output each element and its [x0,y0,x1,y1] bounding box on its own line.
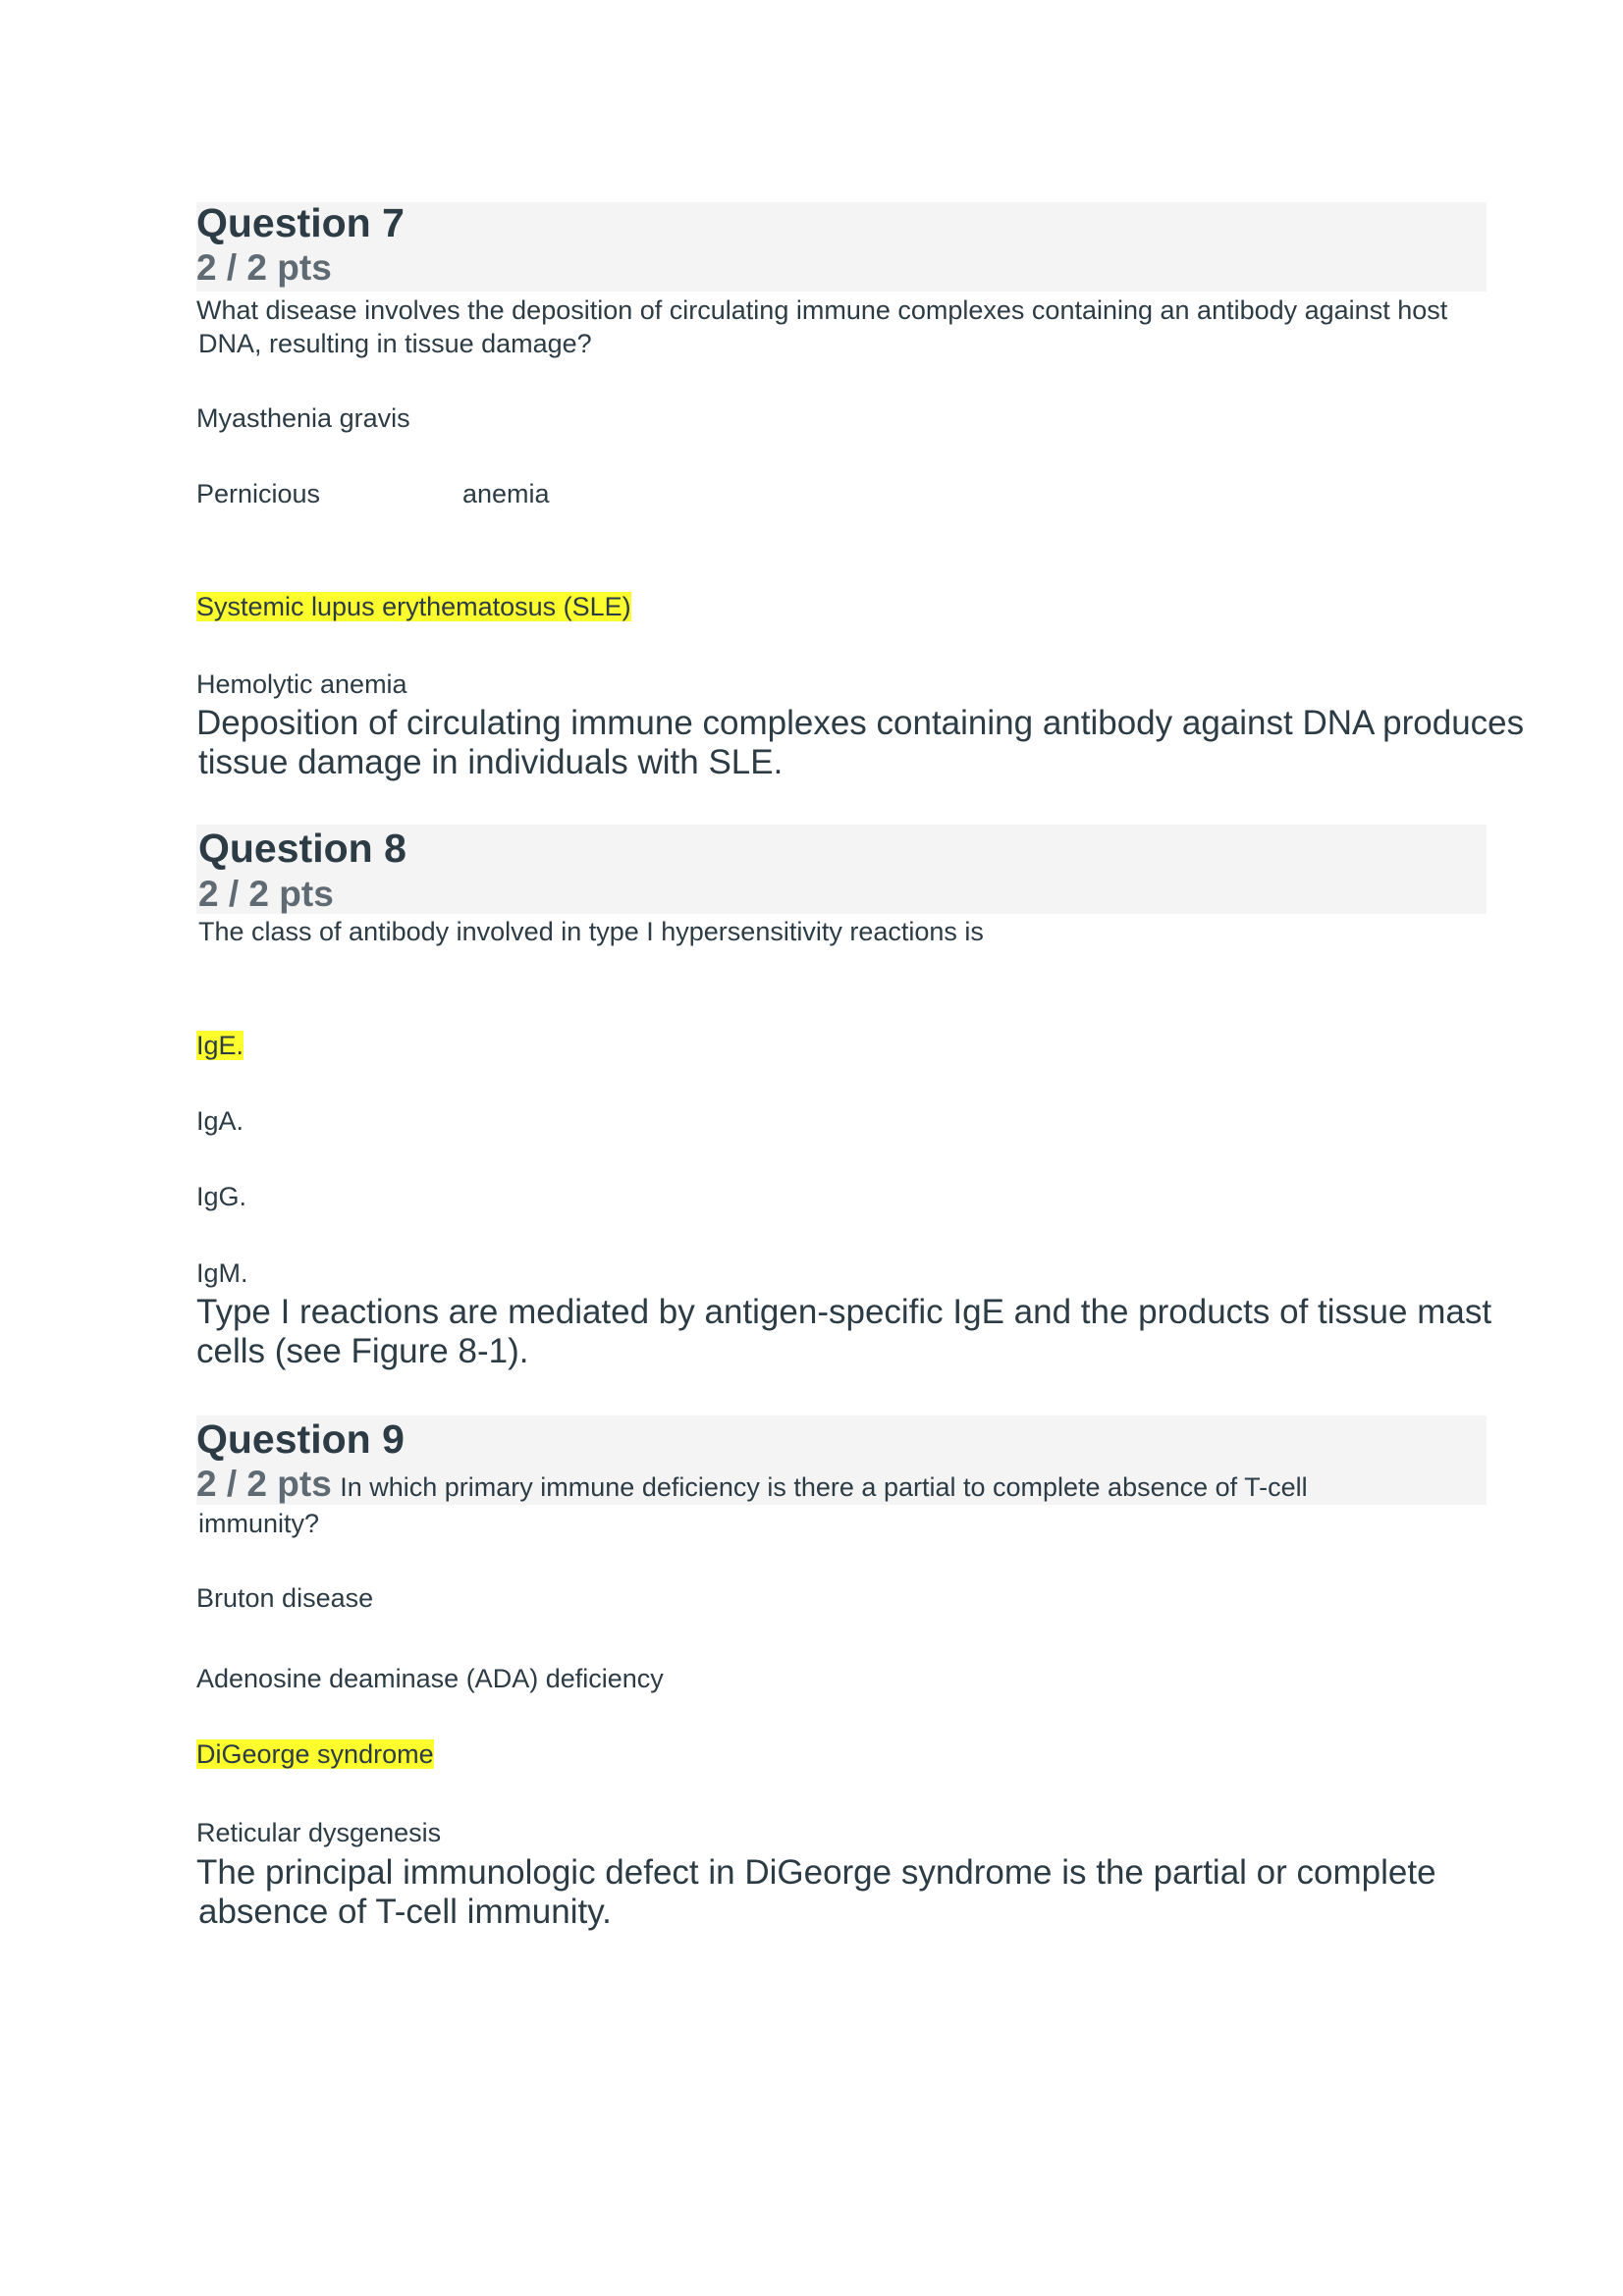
question-7-explanation-line1: Deposition of circulating immune complexes containing antibody against DNA produces [196,704,1525,742]
question-9-answer-1[interactable]: Bruton disease [196,1583,374,1613]
correct-answer-highlight: DiGeorge syndrome [196,1739,434,1769]
question-9-answer-3[interactable] [196,1738,434,1770]
question-7-answer-1[interactable]: Myasthenia gravis [196,403,410,433]
correct-answer-highlight: Systemic lupus erythematosus (SLE) [196,592,631,621]
question-8-answer-3[interactable]: IgG. [196,1182,247,1211]
question-7-title: Question 7 [196,200,405,245]
question-8-explanation-line1: Type I reactions are mediated by antigen-specific IgE and the products of tissue mast [196,1293,1492,1331]
question-8-answer-4[interactable]: IgM. [196,1258,248,1288]
question-9-text-line1: In which primary immune deficiency is there a partial to complete absence of T-cell [340,1472,1308,1502]
question-7-answer-3[interactable] [196,591,631,622]
question-9-answer-4[interactable]: Reticular dysgenesis [196,1818,442,1847]
question-8-explanation-line2: cells (see Figure 8-1). [196,1332,529,1370]
question-7-explanation-line2: tissue damage in individuals with SLE. [198,743,784,781]
correct-answer-highlight: IgE. [196,1031,244,1060]
question-7-score: 2 / 2 pts [196,247,332,288]
question-8-answer-2[interactable]: IgA. [196,1106,244,1136]
question-8-answer-1[interactable] [196,1030,243,1061]
question-7-answer-2b[interactable]: anemia [462,479,550,508]
question-9-answer-2[interactable]: Adenosine deaminase (ADA) deficiency [196,1664,664,1693]
question-9-explanation-line1: The principal immunologic defect in DiGeorge syndrome is the partial or complete [196,1853,1436,1892]
question-9-score: 2 / 2 pts [196,1464,332,1504]
question-8-score: 2 / 2 pts [198,874,334,914]
question-7-text-line1: What disease involves the deposition of circulating immune complexes containing an antibody against host [196,295,1448,325]
question-9-score-line [196,1464,1308,1505]
question-8-text-line1: The class of antibody involved in type I hypersensitivity reactions is [198,917,984,946]
question-9-text-line2: immunity? [198,1509,320,1538]
question-9-explanation-line2: absence of T-cell immunity. [198,1893,612,1931]
question-7-answer-4[interactable]: Hemolytic anemia [196,669,407,699]
question-7-answer-2a[interactable]: Pernicious [196,479,321,508]
question-9-title: Question 9 [196,1416,405,1462]
question-7-text-line2: DNA, resulting in tissue damage? [198,329,592,358]
question-8-title: Question 8 [198,826,406,871]
